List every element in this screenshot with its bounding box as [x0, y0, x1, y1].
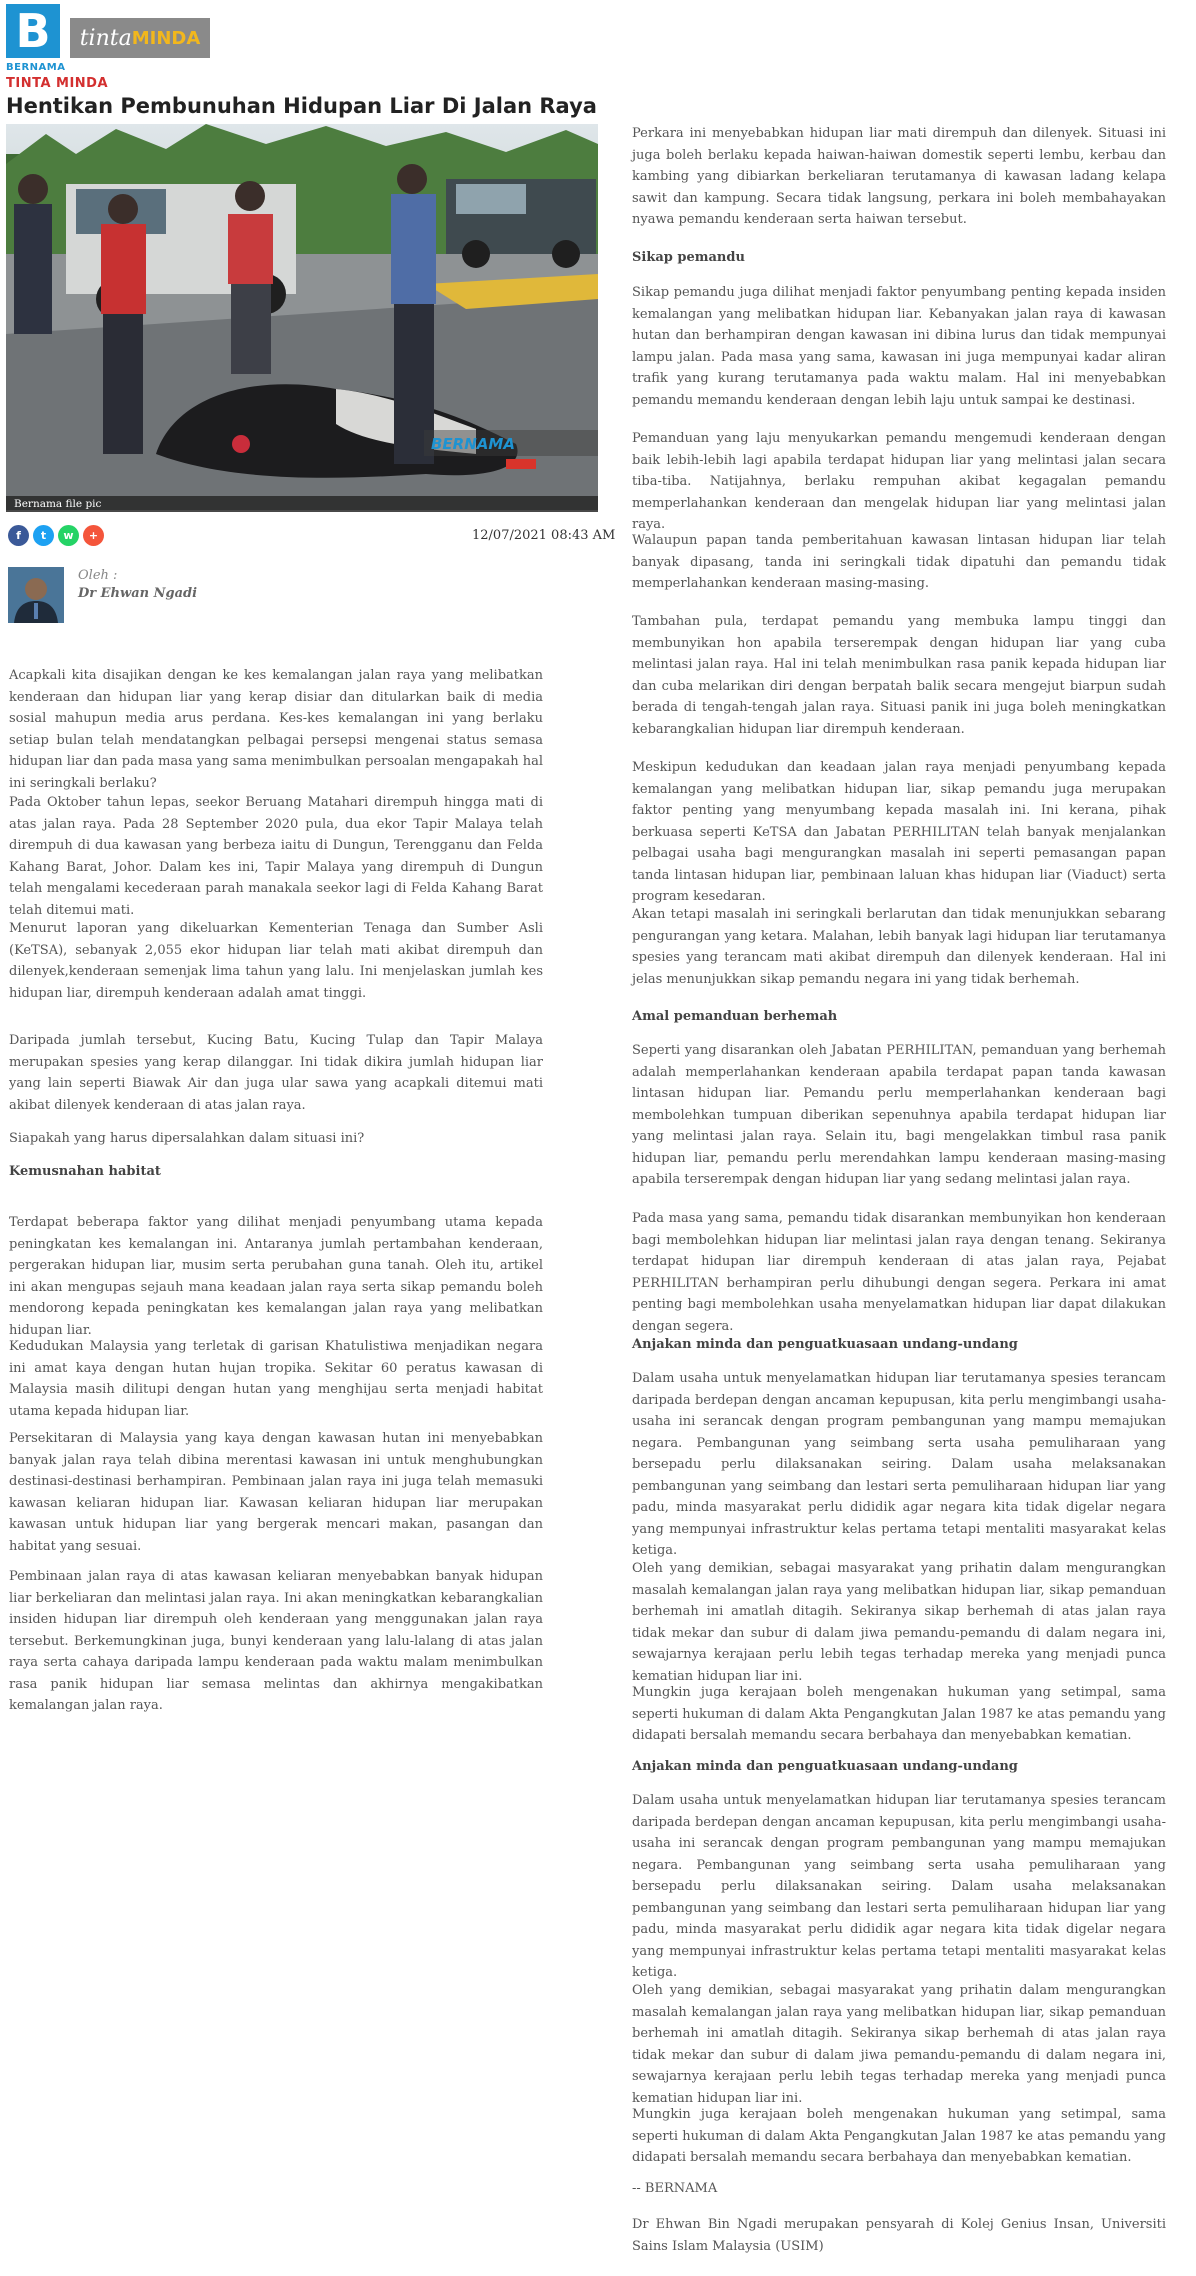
- bernama-logo-mark: [6, 4, 60, 58]
- paragraph: Dalam usaha untuk menyelamatkan hidupan liar terutamanya spesies terancam daripada berdepan dengan ancaman kepupusan, kita perlu mengimbangi usaha-usaha ini serancak dengan program pembangunan yang mampu memajukan negara. Pembangunan yang seimbang serta usaha pemuliharaan yang bersepadu perlu dilaksanakan seiring. Dalam usaha melaksanakan pembangunan yang seimbang dan lestari serta pemuliharaan hidupan liar yang padu, minda masyarakat perlu dididik agar negara kita tidak digelar negara yang mempunyai infrastruktur kelas pertama tetapi mentaliti masyarakat kelas ketiga.: [632, 1371, 1166, 1558]
- paragraph: Mungkin juga kerajaan boleh mengenakan hukuman yang setimpal, sama seperti hukuman di dalam Akta Pengangkutan Jalan 1987 ke atas pemandu yang didapati bersalah memandu secara berbahaya dan menyebabkan kematian.: [632, 1685, 1166, 1743]
- paragraph: Seperti yang disarankan oleh Jabatan PERHILITAN, pemanduan yang berhemah adalah memperlahankan kenderaan apabila terdapat papan tanda kawasan lintasan hidupan liar. Pemandu perlu memperlahankan kenderaan bagi membolehkan tumpuan diberikan sepenuhnya apabila terdapat hidupan liar yang melintasi jalan raya. Selain itu, bagi mengelakkan timbul rasa panik hidupan liar, pemandu perlu merendahkan lampu kenderaan masing-masing apabila terserempak dengan hidupan liar yang sedang melintasi jalan raya.: [632, 1043, 1166, 1187]
- paragraph: Tambahan pula, terdapat pemandu yang membuka lampu tinggi dan membunyikan hon apabila terserempak dengan hidupan liar yang cuba melintasi jalan raya. Hal ini telah menimbulkan rasa panik kepada hidupan liar dan cuba melarikan diri dengan berpatah balik secara mengejut biarpun sudah berada di tengah-tengah jalan raya. Situasi panik ini juga boleh meningkatkan kebarangkalian hidupan liar dirempuh kenderaan.: [632, 614, 1166, 737]
- more-share-button[interactable]: [83, 525, 104, 546]
- paragraph: Oleh yang demikian, sebagai masyarakat yang prihatin dalam mengurangkan masalah kemalangan jalan raya yang melibatkan hidupan liar, sikap pemanduan berhemah ini amatlah ditagih. Sekiranya sikap berhemah di atas jalan raya tidak mekar dan subur di dalam jiwa pemandu-pemandu di dalam negara ini, sewajarnya kerajaan perlu lebih tegas terhadap mereka yang menjadi punca kematian hidupan liar ini.: [632, 1983, 1166, 2106]
- share-buttons: [8, 525, 104, 546]
- paragraph: Meskipun kedudukan dan keadaan jalan raya menjadi penyumbang kepada kemalangan yang melibatkan hidupan liar, sikap pemandu juga merupakan faktor penting yang menyumbang kepada masalah ini. Ini kerana, pihak berkuasa seperti KeTSA dan Jabatan PERHILITAN telah banyak menjalankan pelbagai usaha bagi mengurangkan masalah ini seperti pemasangan papan tanda lintasan hidupan liar, pembinaan laluan khas hidupan liar (Viaduct) serta program kesedaran.: [632, 760, 1166, 904]
- paragraph: Akan tetapi masalah ini seringkali berlarutan dan tidak menunjukkan sebarang pengurangan yang ketara. Malahan, lebih banyak lagi hidupan liar terutamanya spesies yang terancam mati akibat dirempuh dan dilenyek kenderaan. Hal ini jelas menunjukkan sikap pemandu negara ini yang tidak berhemah.: [632, 907, 1166, 987]
- paragraph: Pada Oktober tahun lepas, seekor Beruang Matahari dirempuh hingga mati di atas jalan raya. Pada 28 September 2020 pula, dua ekor Tapir Malaya telah dirempuh di dua kawasan yang berbeza iaitu di Dungun, Terengganu dan Felda Kahang Barat, Johor. Dalam kes ini, Tapir Malaya yang dirempuh di Dungun telah mengalami kecederaan parah manakala seekor lagi di Felda Kahang Barat telah ditemui mati.: [9, 795, 543, 918]
- facebook-icon: f: [16, 529, 21, 542]
- author-bio: Dr Ehwan Bin Ngadi merupakan pensyarah di Kolej Genius Insan, Universiti Sains Islam Malaysia (USIM): [632, 2217, 1166, 2254]
- paragraph: Pembinaan jalan raya di atas kawasan keliaran menyebabkan banyak hidupan liar berkeliaran dan melintasi jalan raya. Ini akan meningkatkan kebarangkalian insiden hidupan liar dirempuh oleh kenderaan yang menggunakan jalan raya tersebut. Berkemungkinan juga, bunyi kenderaan yang lalu-lalang di atas jalan raya serta cahaya daripada lampu kenderaan pada waktu malam menimbulkan rasa panik hidupan liar semasa melintas dan akhirnya mengakibatkan kemalangan jalan raya.: [9, 1569, 543, 1713]
- hero-image: [6, 124, 598, 510]
- bernama-logo-letter: B: [15, 4, 51, 58]
- author-avatar: [8, 567, 64, 623]
- author-name[interactable]: Dr Ehwan Ngadi: [78, 586, 198, 601]
- article-title: Hentikan Pembunuhan Hidupan Liar Di Jalan Raya: [6, 94, 597, 118]
- paragraph: Pemanduan yang laju menyukarkan pemandu mengemudi kenderaan dengan baik lebih-lebih lagi apabila terdapat hidupan liar yang melintasi jalan secara tiba-tiba. Natijahnya, berlaku rempuhan akibat kegagalan pemandu memperlahankan kenderaan dan mengelak hidupan liar yang melintasi jalan raya.: [632, 431, 1166, 532]
- author-by-label: Oleh :: [78, 568, 118, 583]
- paragraph: Perkara ini menyebabkan hidupan liar mati dirempuh dan dilenyek. Situasi ini juga boleh berlaku kepada haiwan-haiwan domestik seperti lembu, kerbau dan kambing yang dibiarkan berkeliaran terutamanya di kawasan ladang kelapa sawit dan kampung. Secara tidak langsung, perkara ini boleh membahayakan nyawa pemandu kenderaan serta haiwan tersebut.: [632, 126, 1166, 227]
- paragraph: Menurut laporan yang dikeluarkan Kementerian Tenaga dan Sumber Asli (KeTSA), sebanyak 2,055 ekor hidupan liar telah mati akibat dirempuh dan dilenyek,kenderaan semenjak lima tahun yang lalu. Ini menjelaskan jumlah kes hidupan liar, dirempuh kenderaan adalah amat tinggi.: [9, 921, 543, 1001]
- paragraph: Persekitaran di Malaysia yang kaya dengan kawasan hutan ini menyebabkan banyak jalan raya telah dibina merentasi kawasan ini untuk menghubungkan destinasi-destinasi berhampiran. Pembinaan jalan raya ini juga telah memasuki kawasan keliaran hidupan liar. Kawasan keliaran hidupan liar merupakan kawasan untuk hidupan liar yang bergerak mencari makan, pasangan dan habitat yang sesuai.: [9, 1431, 543, 1554]
- bernama-logo[interactable]: [6, 4, 66, 73]
- tinta-logo-part1: tinta: [79, 25, 132, 51]
- bernama-logo-text: BERNAMA: [6, 62, 66, 73]
- paragraph: Siapakah yang harus dipersalahkan dalam situasi ini?: [9, 1131, 365, 1146]
- paragraph: Terdapat beberapa faktor yang dilihat menjadi penyumbang utama kepada peningkatan kes kemalangan ini. Antaranya jumlah pertambahan kenderaan, pergerakan hidupan liar, musim serta perubahan guna tanah. Oleh itu, artikel ini akan mengupas sejauh mana keadaan jalan raya serta sikap pemandu boleh mendorong kepada peningkatan kes kemalangan jalan raya yang melibatkan hidupan liar.: [9, 1215, 543, 1338]
- paragraph: Daripada jumlah tersebut, Kucing Batu, Kucing Tulap dan Tapir Malaya merupakan spesies yang kerap dilanggar. Ini tidak dikira jumlah hidupan liar yang lain seperti Biawak Air dan juga ular sawa yang acapkali ditemui mati akibat dilenyek kenderaan di atas jalan raya.: [9, 1033, 543, 1113]
- category-label[interactable]: TINTA MINDA: [6, 76, 109, 91]
- paragraph: Walaupun papan tanda pemberitahuan kawasan lintasan hidupan liar telah banyak dipasang, tanda ini seringkali tidak dipatuhi dan pemandu tidak memperlahankan kenderaan masing-masing.: [632, 533, 1166, 591]
- whatsapp-icon: w: [63, 529, 74, 542]
- facebook-share-button[interactable]: [8, 525, 29, 546]
- paragraph: Kedudukan Malaysia yang terletak di garisan Khatulistiwa menjadikan negara ini amat kaya dengan hutan hujan tropika. Sekitar 60 peratus kawasan di Malaysia masih dilitupi dengan hutan yang menghijau serta menjadi habitat utama kepada hidupan liar.: [9, 1339, 543, 1419]
- paragraph: Dalam usaha untuk menyelamatkan hidupan liar terutamanya spesies terancam daripada berdepan dengan ancaman kepupusan, kita perlu mengimbangi usaha-usaha ini serancak dengan program pembangunan yang mampu memajukan negara. Pembangunan yang seimbang serta usaha pemuliharaan yang bersepadu perlu dilaksanakan seiring. Dalam usaha melaksanakan pembangunan yang seimbang dan lestari serta pemuliharaan hidupan liar yang padu, minda masyarakat perlu dididik agar negara kita tidak digelar negara yang mempunyai infrastruktur kelas pertama tetapi mentaliti masyarakat kelas ketiga.: [632, 1793, 1166, 1980]
- image-caption: Bernama file pic: [6, 496, 598, 512]
- section-heading: Sikap pemandu: [632, 250, 745, 265]
- hero-photo: [6, 124, 598, 510]
- paragraph: Pada masa yang sama, pemandu tidak disarankan membunyikan hon kenderaan bagi membolehkan hidupan liar melintasi jalan raya dengan tenang. Sekiranya terdapat hidupan liar dirempuh kenderaan di atas jalan raya, Pejabat PERHILITAN berhampiran perlu dihubungi dengan segera. Perkara ini amat penting bagi membolehkan usaha menyelamatkan hidupan liar dapat dilakukan dengan segera.: [632, 1211, 1166, 1334]
- site-header: [6, 4, 210, 73]
- hero-watermark: BERNAMA: [431, 435, 515, 453]
- twitter-icon: t: [40, 529, 47, 542]
- paragraph: Mungkin juga kerajaan boleh mengenakan hukuman yang setimpal, sama seperti hukuman di dalam Akta Pengangkutan Jalan 1987 ke atas pemandu yang didapati bersalah memandu secara berbahaya dan menyebabkan kematian.: [632, 2107, 1166, 2165]
- whatsapp-share-button[interactable]: [58, 525, 79, 546]
- author-photo: [8, 567, 64, 623]
- paragraph: Sikap pemandu juga dilihat menjadi faktor penyumbang penting kepada insiden kemalangan yang melibatkan hidupan liar. Kebanyakan jalan raya di kawasan hutan dan berhampiran dengan kawasan ini dibina lurus dan tidak mempunyai lampu jalan. Pada masa yang sama, kawasan ini juga mempunyai kadar aliran trafik yang kurang terutamanya pada waktu malam. Hal ini menyebabkan pemandu memandu kenderaan dengan lebih laju untuk sampai ke destinasi.: [632, 285, 1166, 408]
- section-heading: Anjakan minda dan penguatkuasaan undang-undang: [632, 1337, 1018, 1352]
- tinta-minda-logo[interactable]: [70, 18, 210, 58]
- publish-date: 12/07/2021 08:43 AM: [472, 528, 616, 543]
- byline-source: -- BERNAMA: [632, 2181, 718, 2196]
- tinta-logo-part2: MINDA: [131, 27, 201, 49]
- paragraph: Oleh yang demikian, sebagai masyarakat yang prihatin dalam mengurangkan masalah kemalangan jalan raya yang melibatkan hidupan liar, sikap pemanduan berhemah ini amatlah ditagih. Sekiranya sikap berhemah di atas jalan raya tidak mekar dan subur di dalam jiwa pemandu-pemandu di dalam negara ini, sewajarnya kerajaan perlu lebih tegas terhadap mereka yang menjadi punca kematian hidupan liar ini.: [632, 1561, 1166, 1684]
- section-heading: Anjakan minda dan penguatkuasaan undang-undang: [632, 1759, 1018, 1774]
- section-heading: Amal pemanduan berhemah: [632, 1009, 838, 1024]
- plus-icon: +: [88, 529, 99, 542]
- paragraph: Acapkali kita disajikan dengan ke kes kemalangan jalan raya yang melibatkan kenderaan dan hidupan liar yang kerap disiar dan ditularkan baik di media sosial mahupun media arus perdana. Kes-kes kemalangan ini yang berlaku setiap bulan telah mendatangkan pelbagai persepsi mengenai status semasa hidupan liar dan pada masa yang sama menimbulkan persoalan mengapakah hal ini seringkali berlaku?: [9, 668, 543, 791]
- section-heading: Kemusnahan habitat: [9, 1164, 161, 1179]
- twitter-share-button[interactable]: [33, 525, 54, 546]
